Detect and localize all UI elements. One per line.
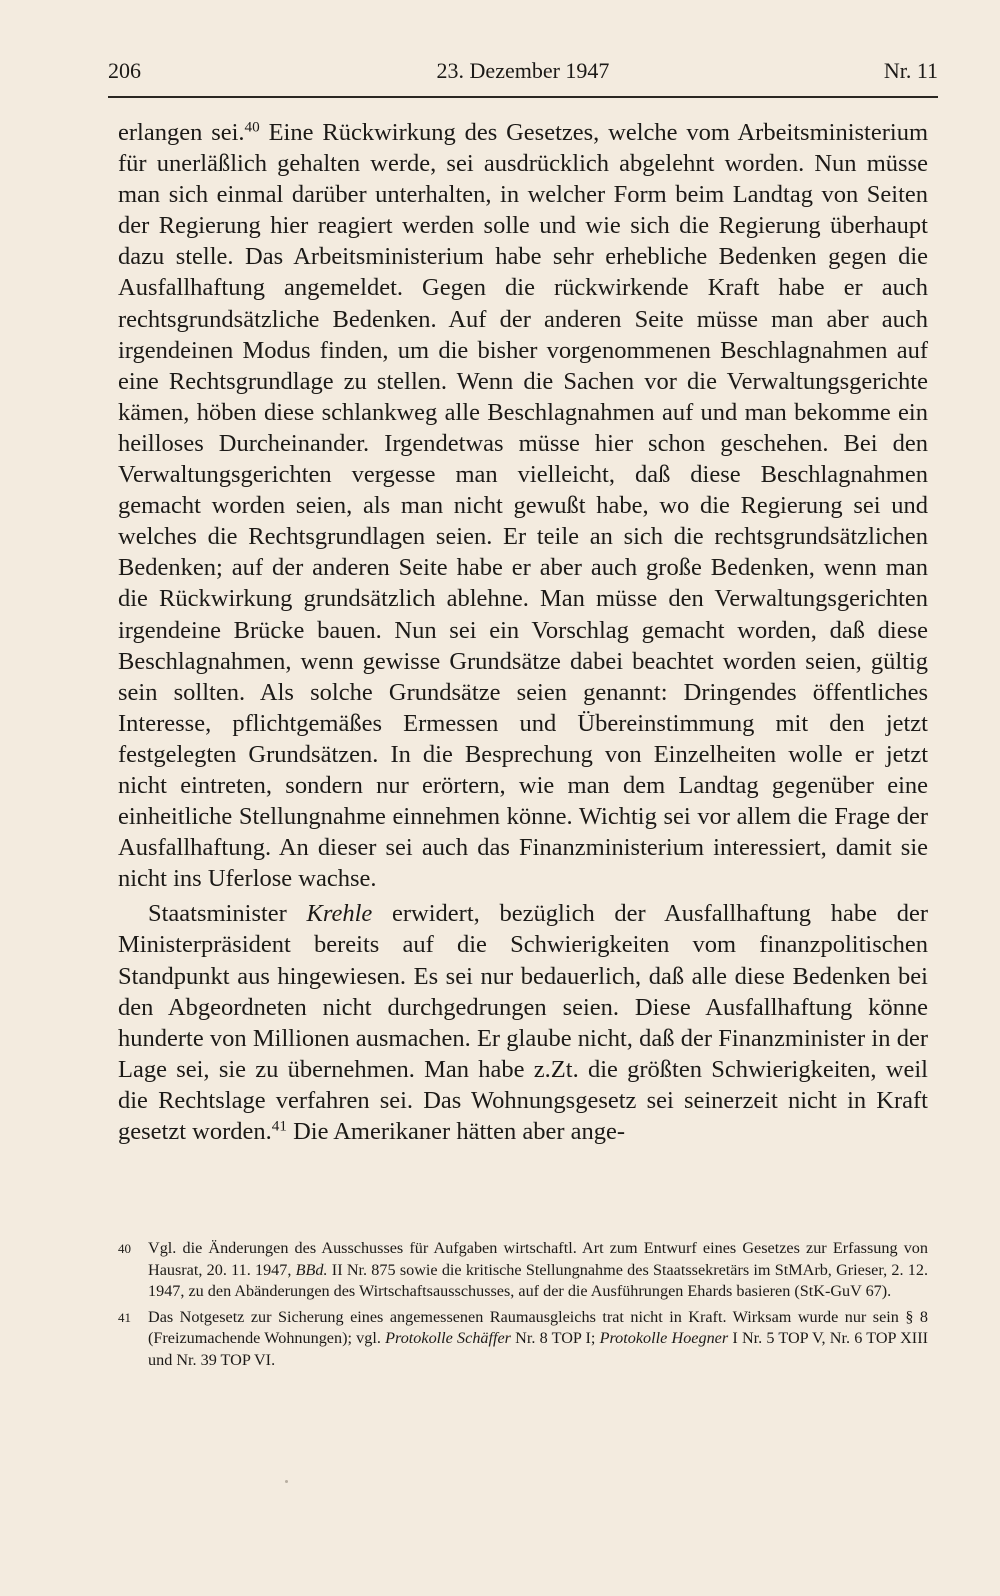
footnote-41-italic-1: Protokolle Schäffer — [385, 1329, 511, 1347]
footnote-text — [148, 1239, 928, 1300]
paragraph-1-start: erlangen sei. — [118, 119, 245, 146]
footnote-41 — [118, 1307, 928, 1372]
footnote-text — [148, 1308, 928, 1369]
footnote-41-part-a: Das Notgesetz zur Sicherung eines angemessenen Raumausgleichs trat nicht in Kraft. Wirksam wurde nur sein § 8 (Freizumachende Wohnungen); vgl. — [148, 1307, 928, 1347]
footnote-41-part-b: Nr. 8 TOP I; — [510, 1329, 600, 1347]
footnote-41-italic-2: Protokolle Hoegner — [599, 1329, 729, 1347]
paper-speck — [285, 1480, 288, 1483]
running-header — [108, 58, 938, 98]
paragraph-2-end: Die Amerikaner hätten aber ange- — [286, 1118, 626, 1145]
paragraph-2-start: Staatsminister — [148, 900, 307, 928]
header-rule — [108, 96, 938, 98]
running-date: 23. Dezember 1947 — [436, 58, 610, 83]
page-number: 206 — [108, 58, 141, 83]
footnote-ref-40: 40 — [244, 118, 260, 136]
footnote-ref-41: 41 — [271, 1117, 287, 1135]
issue-number: Nr. 11 — [883, 58, 938, 83]
speaker-name: Krehle — [306, 900, 373, 928]
footnote-marker: 41 — [118, 1309, 131, 1325]
paragraph-2-mid: erwidert, bezüglich der Ausfallhaftung habe der Ministerpräsident bereits auf die Schwierigkeiten vom finanzpolitischen Standpunkt aus hingewiesen. Es sei nur bedauerlich, daß alle diese Bedenken bei den Abgeordneten nicht durchgedrungen seien. Diese Ausfallhaftung könne hunderte von Millionen ausmachen. Er glaube nicht, daß der Finanzminister in der Lage sei, sie zu übernehmen. Man habe z.Zt. die größten Schwierigkeiten, weil die Rechtslage verfahren sei. Das Wohnungsgesetz sei seinerzeit nicht in Kraft gesetzt worden. — [118, 900, 928, 1145]
footnote-41-part-c: I Nr. 5 TOP V, Nr. 6 TOP XIII und Nr. 39 TOP VI. — [148, 1329, 928, 1369]
paragraph-1-rest: Eine Rückwirkung des Gesetzes, welche vom Arbeitsministerium für unerläßlich gehalten werde, sei ausdrücklich abgelehnt worden. Nun müsse man sich einmal darüber unterhalten, in welcher Form beim Landtag von Seiten der Regierung hier reagiert werden solle und wie sich die Regierung überhaupt dazu stelle. Das Arbeitsministerium habe sehr erhebliche Bedenken gegen die Ausfallhaftung angemeldet. Gegen die rückwirkende Kraft habe er auch rechtsgrundsätzliche Bedenken. Auf der anderen Seite müsse man aber auch irgendeinen Modus finden, um die bisher vorgenommenen Beschlagnahmen auf eine Rechtsgrundlage zu stellen. Wenn die Sachen vor die Verwaltungsgerichte kämen, höben diese schlankweg alle Beschlagnahmen auf und man bekomme ein heilloses Durcheinander. Irgendetwas müsse hier schon geschehen. Bei den Verwaltungsgerichten vergesse man vielleicht, daß diese Beschlagnahmen gemacht worden seien, als man nicht gewußt habe, wo die Regierung sei und welches die Rechtsgrundlagen seien. Er teile an sich die rechtsgrundsätzlichen Bedenken; auf der anderen Seite habe er aber auch große Bedenken, wenn man die Rückwirkung grundsätzlich ablehne. Man müsse den Verwaltungsgerichten irgendeine Brücke bauen. Nun sei ein Vorschlag gemacht worden, daß diese Beschlagnahmen, wenn gewisse Grundsätze dabei beachtet worden seien, gültig sein sollten. Als solche Grundsätze seien genannt: Dringendes öffentliches Interesse, pflichtgemäßes Ermessen und Übereinstimmung mit den jetzt festgelegten Grundsätzen. In die Besprechung von Einzelheiten wolle er jetzt nicht eintreten, sondern nur erörtern, wie man dem Landtag gegenüber eine einheitliche Stellungnahme einnehmen könne. Wichtig sei vor allem die Frage der Ausfallhaftung. An dieser sei auch das Finanzministerium interessiert, damit sie nicht ins Uferlose wachse. — [118, 119, 928, 893]
body-text — [118, 117, 928, 1147]
footnote-40-part-b: II Nr. 875 sowie die kritische Stellungnahme des Staatssekretärs im StMArb, Grieser, 2. 12. 1947, zu den Abänderungen des Wirtschaftsausschusses, auf der die Ausführungen Ehards basieren (StK-GuV 67). — [148, 1260, 928, 1300]
paragraph-2 — [118, 898, 928, 1147]
paragraph-1 — [118, 117, 928, 894]
footnote-40-italic: BBd. — [295, 1260, 328, 1279]
footnote-marker: 40 — [118, 1241, 131, 1256]
footnotes — [118, 1238, 928, 1375]
footnote-40 — [118, 1238, 928, 1303]
footnote-40-part-a: Vgl. die Änderungen des Ausschusses für Aufgaben wirtschaftl. Art zum Entwurf eines Gesetzes zur Erfassung von Hausrat, 20. 11. 1947, — [148, 1239, 928, 1279]
